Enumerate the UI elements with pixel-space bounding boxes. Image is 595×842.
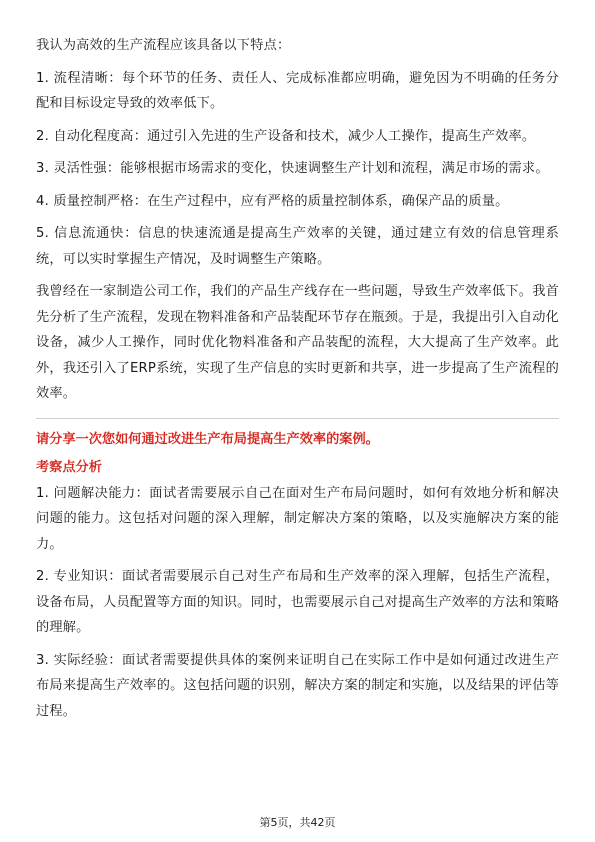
analysis-heading: 考察点分析 bbox=[36, 459, 102, 475]
analysis-item-3: 3. 实际经验：面试者需要提供具体的案例来证明自己在实际工作中是如何通过改进生产布局来提高生产效率的。这包括问题的识别，解决方案的制定和实施，以及结果的评估等过程。 bbox=[36, 652, 559, 719]
trait-item-4: 4. 质量控制严格：在生产过程中，应有严格的质量控制体系，确保产品的质量。 bbox=[36, 193, 509, 209]
experience-paragraph: 我曾经在一家制造公司工作，我们的产品生产线存在一些问题，导致生产效率低下。我首先分析了生产流程，发现在物料准备和产品装配环节存在瓶颈。于是，我提出引入自动化设备，减少人工操作，同时优化物料准备和产品装配的流程，大大提高了生产效率。此外，我还引入了ERP系统，实现了生产信息的实时更新和共享，进一步提高了生产流程的效率。 bbox=[36, 284, 559, 401]
trait-item-3: 3. 灵活性强：能够根据市场需求的变化，快速调整生产计划和流程，满足市场的需求。 bbox=[36, 161, 549, 176]
page-footer: 第5页，共42页 bbox=[259, 816, 336, 829]
interview-question: 请分享一次您如何通过改进生产布局提高生产效率的案例。 bbox=[36, 431, 379, 447]
analysis-item-1: 1. 问题解决能力：面试者需要展示自己在面对生产布局问题时，如何有效地分析和解决问题的能力。这包括对问题的深入理解，制定解决方案的策略，以及实施解决方案的能力。 bbox=[36, 485, 559, 552]
trait-item-2: 2. 自动化程度高：通过引入先进的生产设备和技术，减少人工操作，提高生产效率。 bbox=[36, 128, 536, 144]
analysis-item-2: 2. 专业知识：面试者需要展示自己对生产布局和生产效率的深入理解，包括生产流程，设备布局，人员配置等方面的知识。同时，也需要展示自己对提高生产效率的方法和策略的理解。 bbox=[36, 569, 559, 635]
section-divider bbox=[36, 418, 559, 419]
trait-item-1: 1. 流程清晰：每个环节的任务、责任人、完成标准都应明确，避免因为不明确的任务分配和目标设定导致的效率低下。 bbox=[36, 70, 559, 111]
document-body bbox=[36, 33, 559, 731]
intro-paragraph: 我认为高效的生产流程应该具备以下特点： bbox=[36, 38, 291, 53]
trait-item-5: 5. 信息流通快：信息的快速流通是提高生产效率的关键，通过建立有效的信息管理系统，可以实时掌握生产情况，及时调整生产策略。 bbox=[36, 226, 559, 267]
